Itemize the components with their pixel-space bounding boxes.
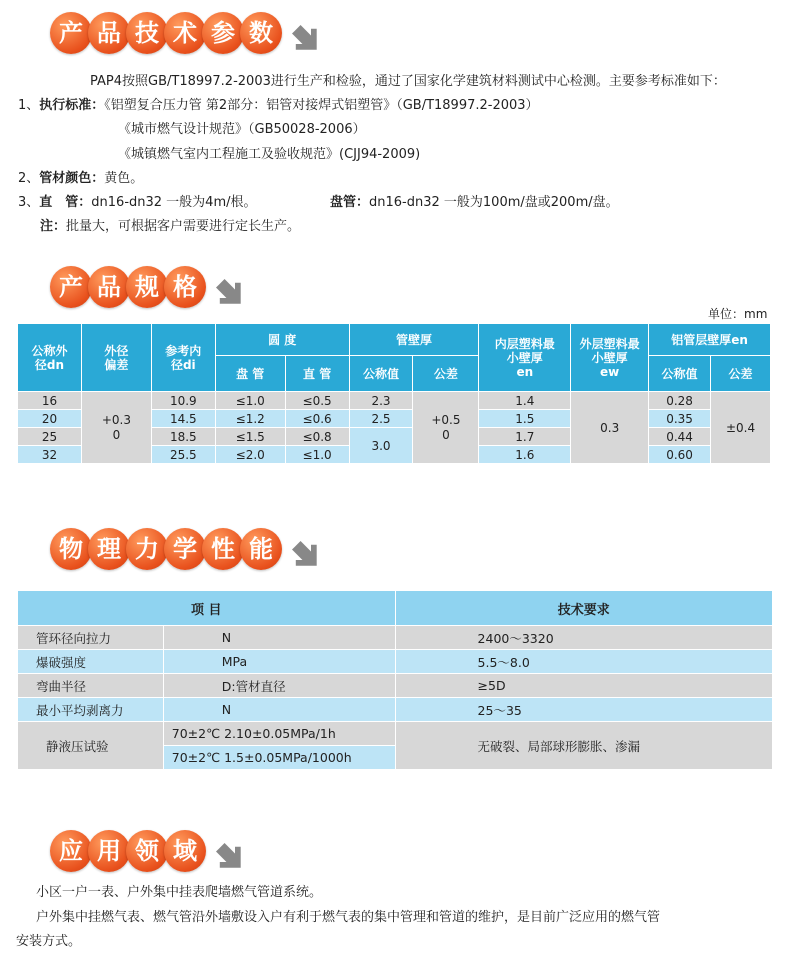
header-char: 产: [50, 12, 92, 54]
cell-al: 0.60: [649, 446, 711, 464]
cell-straight: ≤0.5: [285, 392, 349, 410]
arrow-down-right-icon: [216, 279, 242, 305]
col-wall-nominal: 公称值: [349, 356, 413, 392]
cell-wall-tol: +0.5 0: [413, 392, 479, 464]
list-number: 3、: [18, 195, 40, 210]
cell-unit: N: [163, 626, 395, 650]
col-roundness-straight: 直 管: [285, 356, 349, 392]
cell-coil: ≤2.0: [215, 446, 285, 464]
cell-req: 5.5～8.0: [395, 650, 772, 674]
cell-di: 14.5: [151, 410, 215, 428]
col-inner: [479, 324, 571, 392]
unit-label: 单位：mm: [708, 307, 768, 321]
header-char: 领: [126, 830, 168, 872]
col-outer-label: 外层塑料最小壁厚: [579, 336, 640, 365]
list-number: 2、: [18, 171, 40, 186]
section-header-spec: [50, 266, 242, 308]
col-inner-label: 内层塑料最小壁厚: [494, 336, 555, 365]
cell-inner: 1.7: [479, 428, 571, 446]
cell-straight: ≤0.6: [285, 410, 349, 428]
col-deviation: 外径偏差: [81, 324, 151, 392]
cell-name: 爆破强度: [18, 650, 164, 674]
list-text: 《铝塑复合压力管 第2部分：铝管对接焊式铝塑管》（GB/T18997.2-2003）: [104, 98, 539, 113]
params-line-5: [18, 194, 257, 212]
params-line-4: [18, 170, 143, 188]
table-row: [18, 674, 773, 698]
col-wall-tolerance: 公差: [413, 356, 479, 392]
cell-dn: 32: [18, 446, 82, 464]
col-item: 项 目: [18, 591, 396, 626]
header-char: 理: [88, 528, 130, 570]
cell-straight: ≤0.8: [285, 428, 349, 446]
header-char: 能: [240, 528, 282, 570]
cell-di: 25.5: [151, 446, 215, 464]
col-al-tolerance: 公差: [711, 356, 771, 392]
cell-di: 10.9: [151, 392, 215, 410]
params-note: [40, 218, 300, 236]
app-text-2: 户外集中挂燃气表、燃气管沿外墙敷设入户有利于燃气表的集中管理和管道的维护，是目前广泛应用的燃气管: [36, 910, 661, 925]
arrow-down-right-icon: [292, 541, 318, 567]
cell-al: 0.35: [649, 410, 711, 428]
header-char: 学: [164, 528, 206, 570]
cell-coil: ≤1.2: [215, 410, 285, 428]
cell-condition: 70±2℃ 1.5±0.05MPa/1000h: [163, 746, 395, 770]
header-char: 应: [50, 830, 92, 872]
col-di: 参考内径di: [151, 324, 215, 392]
col-requirement: 技术要求: [395, 591, 772, 626]
table-row: [18, 392, 771, 410]
note-label: 注：: [40, 219, 67, 234]
cell-req: 无破裂、局部球形膨胀、渗漏: [395, 722, 772, 770]
col-al: 铝管层壁厚en: [649, 324, 771, 356]
cell-inner: 1.6: [479, 446, 571, 464]
header-char: 参: [202, 12, 244, 54]
header-char: 用: [88, 830, 130, 872]
cell-wall: 2.5: [349, 410, 413, 428]
section-header-params: [50, 12, 318, 54]
header-char: 域: [164, 830, 206, 872]
cell-dn: 20: [18, 410, 82, 428]
cell-coil: ≤1.0: [215, 392, 285, 410]
cell-al-tol: ±0.4: [711, 392, 771, 464]
list-label: 执行标准：: [39, 98, 105, 113]
header-char: 规: [126, 266, 168, 308]
cell-al: 0.28: [649, 392, 711, 410]
section-header-phys: [50, 528, 318, 570]
table-row: [18, 722, 773, 746]
cell-req: ≥5D: [395, 674, 772, 698]
cell-coil: ≤1.5: [215, 428, 285, 446]
cell-inner: 1.4: [479, 392, 571, 410]
cell-dn: 16: [18, 392, 82, 410]
cell-unit: N: [163, 698, 395, 722]
col-outer-symbol: ew: [600, 364, 620, 379]
app-text-1: 小区一户一表、户外集中挂表爬墙燃气管道系统。: [36, 885, 323, 900]
spec-table: [17, 323, 771, 464]
list-label: 直 管：: [39, 195, 92, 210]
cell-deviation: +0.3 0: [81, 392, 151, 464]
cell-al: 0.44: [649, 428, 711, 446]
header-char: 术: [164, 12, 206, 54]
header-char: 物: [50, 528, 92, 570]
col-roundness-coil: 盘 管: [215, 356, 285, 392]
list-label: 盘管：: [330, 195, 370, 210]
list-number: 1、: [18, 98, 40, 113]
table-row: [18, 626, 773, 650]
header-char: 性: [202, 528, 244, 570]
header-char: 品: [88, 12, 130, 54]
table-row: [18, 650, 773, 674]
cell-wall: 2.3: [349, 392, 413, 410]
header-char: 力: [126, 528, 168, 570]
cell-straight: ≤1.0: [285, 446, 349, 464]
col-wall: 管壁厚: [349, 324, 479, 356]
phys-table: [17, 590, 773, 770]
note-text: 批量大，可根据客户需要进行定长生产。: [66, 219, 301, 234]
app-text-3: 安装方式。: [16, 934, 82, 949]
params-line-5b: [330, 194, 619, 212]
cell-unit: MPa: [163, 650, 395, 674]
header-char: 格: [164, 266, 206, 308]
list-text: dn16-dn32 一般为4m/根。: [91, 195, 257, 210]
header-char: 品: [88, 266, 130, 308]
cell-inner: 1.5: [479, 410, 571, 428]
col-inner-symbol: en: [516, 364, 534, 379]
list-label: 管材颜色：: [39, 171, 105, 186]
header-char: 数: [240, 12, 282, 54]
header-char: 产: [50, 266, 92, 308]
cell-di: 18.5: [151, 428, 215, 446]
col-roundness: 圆 度: [215, 324, 349, 356]
params-intro: PAP4按照GB/T18997.2-2003进行生产和检验，通过了国家化学建筑材料测试中心检测。主要参考标准如下：: [90, 74, 726, 89]
table-row: [18, 698, 773, 722]
cell-name: 静液压试验: [18, 722, 164, 770]
cell-wall: 3.0: [349, 428, 413, 464]
section-header-app: [50, 830, 242, 872]
params-line-3: 《城镇燃气室内工程施工及验收规范》(CJJ94-2009): [118, 147, 421, 162]
cell-dn: 25: [18, 428, 82, 446]
cell-outer: 0.3: [571, 392, 649, 464]
cell-name: 管环径向拉力: [18, 626, 164, 650]
col-outer: [571, 324, 649, 392]
cell-condition: 70±2℃ 2.10±0.05MPa/1h: [163, 722, 395, 746]
col-dn: 公称外径dn: [18, 324, 82, 392]
list-text: 黄色。: [104, 171, 144, 186]
cell-unit: D:管材直径: [163, 674, 395, 698]
cell-req: 2400～3320: [395, 626, 772, 650]
cell-req: 25～35: [395, 698, 772, 722]
header-char: 技: [126, 12, 168, 54]
cell-name: 最小平均剥离力: [18, 698, 164, 722]
params-line-2: 《城市燃气设计规范》（GB50028-2006）: [118, 122, 366, 137]
list-text: dn16-dn32 一般为100m/盘或200m/盘。: [369, 195, 619, 210]
arrow-down-right-icon: [216, 843, 242, 869]
params-line-1: [18, 97, 539, 115]
arrow-down-right-icon: [292, 25, 318, 51]
cell-name: 弯曲半径: [18, 674, 164, 698]
col-al-nominal: 公称值: [649, 356, 711, 392]
